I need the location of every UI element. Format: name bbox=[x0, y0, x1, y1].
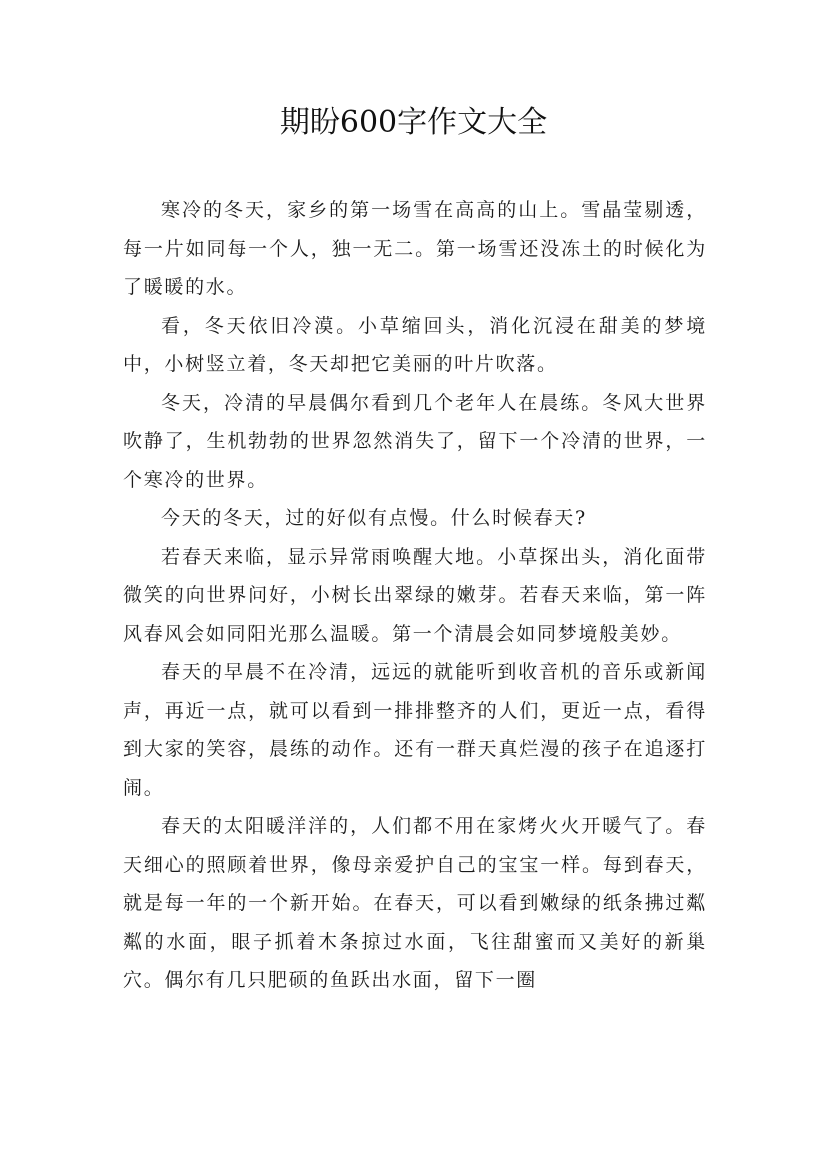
paragraph: 春天的早晨不在冷清，远远的就能听到收音机的音乐或新闻声，再近一点，就可以看到一排排整齐的人们，更近一点，看得到大家的笑容，晨练的动作。还有一群天真烂漫的孩子在追逐打闹。 bbox=[123, 661, 707, 799]
document-title: 期盼600字作文大全 bbox=[279, 105, 548, 140]
paragraph: 寒冷的冬天，家乡的第一场雪在高高的山上。雪晶莹剔透，每一片如同每一个人，独一无二。第一场雪还没冻土的时候化为了暖暖的水。 bbox=[123, 199, 707, 298]
paragraph: 春天的太阳暖洋洋的，人们都不用在家烤火火开暖气了。春天细心的照顾着世界，像母亲爱护自己的宝宝一样。每到春天，就是每一年的一个新开始。在春天，可以看到嫩绿的纸条拂过粼粼的水面，眼子抓着木条掠过水面，飞往甜蜜而又美好的新巢穴。偶尔有几只肥硕的鱼跃出水面，留下一圈 bbox=[123, 815, 707, 991]
paragraph: 若春天来临，显示异常雨唤醒大地。小草探出头，消化面带微笑的向世界问好，小树长出翠绿的嫩芽。若春天来临，第一阵风春风会如同阳光那么温暖。第一个清晨会如同梦境般美妙。 bbox=[123, 545, 707, 645]
paragraph: 冬天，冷清的早晨偶尔看到几个老年人在晨练。冬风大世界吹静了，生机勃勃的世界忽然消失了，留下一个冷清的世界，一个寒冷的世界。 bbox=[123, 391, 707, 491]
paragraph: 今天的冬天，过的好似有点慢。什么时候春天? bbox=[161, 507, 587, 529]
paragraph: 看，冬天依旧冷漠。小草缩回头，消化沉浸在甜美的梦境中，小树竖立着，冬天却把它美丽的叶片吹落。 bbox=[123, 314, 707, 375]
document-body bbox=[123, 191, 707, 1000]
